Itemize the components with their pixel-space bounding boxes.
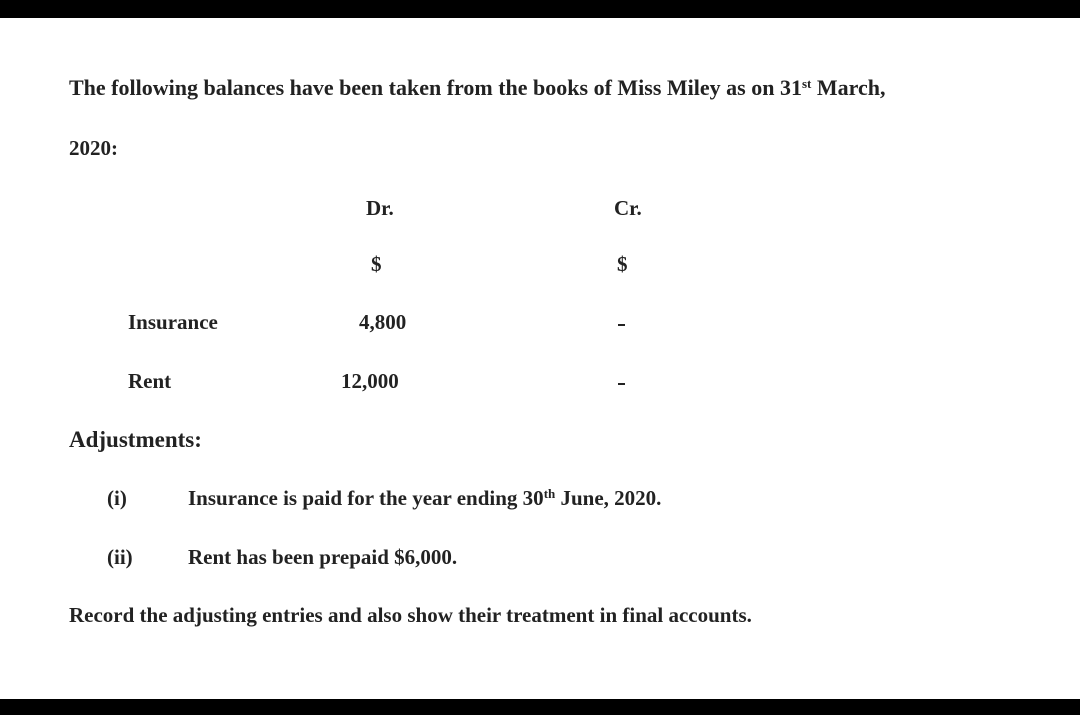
adjustment-text-1-superscript: th — [543, 486, 556, 501]
intro-superscript: st — [801, 76, 812, 91]
intro-line-1 — [69, 74, 885, 102]
row-insurance-cr — [618, 324, 625, 326]
bottom-border — [0, 699, 1080, 715]
cr-column-header: Cr. — [614, 196, 642, 220]
intro-text: The following balances have been taken from the books of Miss Miley as on 31 — [69, 75, 802, 100]
cr-currency-label: $ — [617, 252, 628, 276]
row-insurance-account: Insurance — [128, 310, 218, 334]
adjustment-marker-2: (ii) — [107, 545, 133, 569]
adjustment-text-1-main: Insurance is paid for the year ending 30 — [188, 486, 544, 510]
dr-currency-label: $ — [371, 252, 382, 276]
dr-column-header: Dr. — [366, 196, 394, 220]
instruction-text: Record the adjusting entries and also show their treatment in final accounts. — [69, 603, 752, 627]
row-rent-dr: 12,000 — [341, 369, 399, 393]
adjustments-heading: Adjustments: — [69, 427, 202, 452]
adjustment-text-1-end: June, 2020. — [555, 486, 662, 510]
intro-line-2: 2020: — [69, 136, 118, 160]
adjustment-text-1 — [188, 484, 661, 512]
row-insurance-dr: 4,800 — [359, 310, 407, 334]
row-rent-cr — [618, 383, 625, 385]
adjustment-marker-1: (i) — [107, 486, 127, 510]
row-rent-account: Rent — [128, 369, 172, 393]
top-border — [0, 0, 1080, 18]
adjustment-text-2: Rent has been prepaid $6,000. — [188, 545, 458, 569]
intro-text-end: March, — [811, 75, 886, 100]
